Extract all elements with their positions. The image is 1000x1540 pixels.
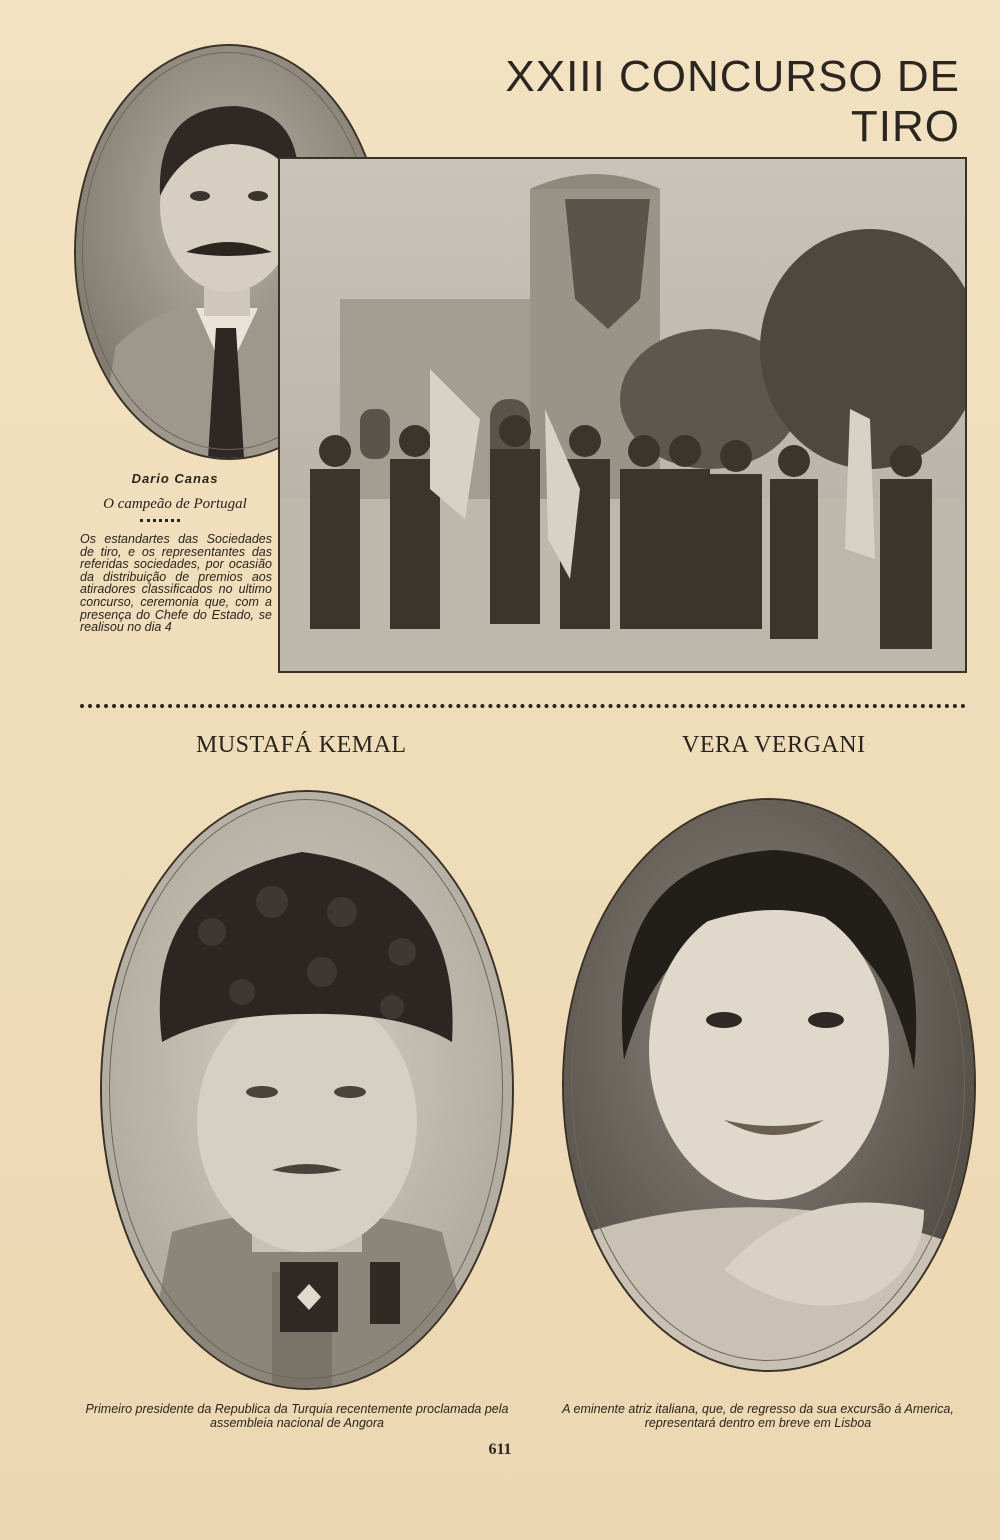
caption-separator <box>140 519 180 525</box>
caption-mustafa-kemal: Primeiro presidente da Republica da Turquia recentemente proclamada pela assembleia nacional de Angora <box>85 1402 509 1430</box>
heading-mustafa-kemal: MUSTAFÁ KEMAL <box>196 732 407 758</box>
group-photo <box>278 157 967 673</box>
page-number: 611 <box>488 1441 512 1458</box>
caption-vera-vergani: A eminente atriz italiana, que, de regresso da sua excursão á America, representará dentro em breve em Lisboa <box>562 1402 954 1430</box>
portrait-subtitle: O campeão de Portugal <box>103 496 247 512</box>
portrait-vera-vergani <box>562 798 976 1372</box>
page-title: XXIII CONCURSO DE TIRO <box>505 52 960 151</box>
portrait-frame-line <box>571 807 965 1361</box>
heading-vera-vergani: VERA VERGANI <box>682 732 866 758</box>
group-photo-image <box>280 159 965 671</box>
portrait-mustafa-kemal <box>100 790 514 1390</box>
group-photo-caption: Os estandartes das Sociedades de tiro, e os representantes das referidas sociedades, por ocasião da distribuição de premios aos atiradores classificados no ultimo concurso, ceremonia que, com a presença do Chefe do Estado, se realisou no dia 4 <box>80 532 272 635</box>
portrait-frame-line <box>109 799 503 1379</box>
portrait-name: Dario Canas <box>131 471 219 486</box>
section-divider <box>80 704 966 714</box>
